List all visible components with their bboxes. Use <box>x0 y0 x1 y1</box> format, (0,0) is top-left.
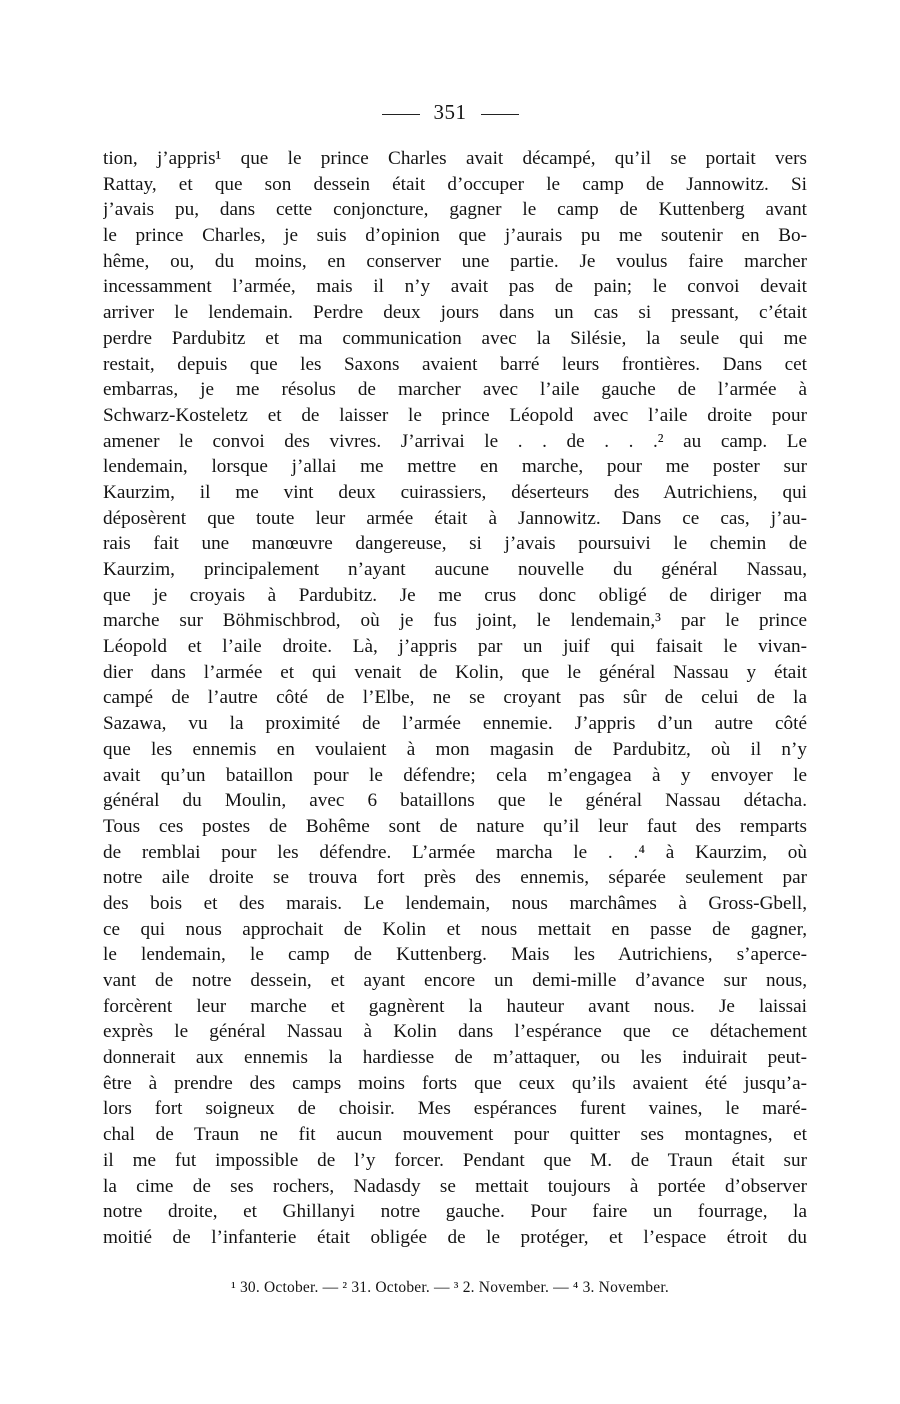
text-line: notre droite, et Ghillanyi notre gauche. Pour faire un fourrage, la <box>103 1201 807 1223</box>
text-line: tion, j’appris¹ que le prince Charles avait décampé, qu’il se portait vers <box>103 148 807 169</box>
text-line: lors fort soigneux de choisir. Mes espérances furent vaines, le maré- <box>103 1098 807 1120</box>
text-line: incessamment l’armée, mais il n’y avait pas de pain; le convoi devait <box>103 276 807 298</box>
text-line: de remblai pour les défendre. L’armée marcha le . .⁴ à Kaurzim, où <box>103 841 807 863</box>
text-line: le prince Charles, je suis d’opinion que j’aurais pu me soutenir en Bo- <box>103 225 807 247</box>
text-line: avait qu’un bataillon pour le défendre; cela m’engagea à y envoyer le <box>103 764 807 786</box>
text-line: des bois et des marais. Le lendemain, nous marchâmes à Gross-Gbell, <box>103 892 807 914</box>
text-line: Tous ces postes de Bohême sont de nature qu’il leur faut des remparts <box>103 815 807 837</box>
page-number-header <box>0 100 900 125</box>
text-line: que je croyais à Pardubitz. Je me crus donc obligé de diriger ma <box>103 584 807 606</box>
text-line: donnerait aux ennemis la hardiesse de m’attaquer, ou les induirait peut- <box>103 1047 807 1069</box>
text-line: déposèrent que toute leur armée était à Jannowitz. Dans ce cas, j’au- <box>103 507 807 529</box>
text-line: notre aile droite se trouva fort près des ennemis, séparée seulement par <box>103 867 807 889</box>
text-line: le lendemain, le camp de Kuttenberg. Mais les Autrichiens, s’aperce- <box>103 944 807 966</box>
text-line: général du Moulin, avec 6 bataillons que le général Nassau détacha. <box>103 790 807 812</box>
text-line: moitié de l’infanterie était obligée de le protéger, et l’espace étroit du <box>103 1226 807 1248</box>
text-line: Sazawa, vu la proximité de l’armée ennemie. J’appris d’un autre côté <box>103 713 807 735</box>
text-line: chal de Traun ne fit aucun mouvement pour quitter ses montagnes, et <box>103 1124 807 1146</box>
text-line: forcèrent leur marche et gagnèrent la hauteur avant nous. Je laissai <box>103 995 807 1017</box>
text-line: restait, depuis que les Saxons avaient barré leurs frontières. Dans cet <box>103 353 807 375</box>
text-line: Léopold et l’aile droite. Là, j’appris par un juif qui faisait le vivan- <box>103 636 807 658</box>
text-line: lendemain, lorsque j’allai me mettre en marche, pour me poster sur <box>103 456 807 478</box>
text-line: rais fait une manœuvre dangereuse, si j’avais poursuivi le chemin de <box>103 533 807 555</box>
text-line: exprès le général Nassau à Kolin dans l’espérance que ce détachement <box>103 1021 807 1043</box>
text-line: ce qui nous approchait de Kolin et nous mettait en passe de gagner, <box>103 918 807 940</box>
text-line: marche sur Böhmischbrod, où je fus joint, le lendemain,³ par le prince <box>103 610 807 632</box>
right-dash <box>481 114 519 115</box>
footnotes: ¹ 30. October. — ² 31. October. — ³ 2. November. — ⁴ 3. November. <box>231 1279 669 1296</box>
page-number: 351 <box>433 100 467 124</box>
text-line: j’avais pu, dans cette conjoncture, gagner le camp de Kuttenberg avant <box>103 199 807 221</box>
text-line: embarras, je me résolus de marcher avec l’aile gauche de l’armée à <box>103 379 807 401</box>
text-line: Rattay, et que son dessein était d’occuper le camp de Jannowitz. Si <box>103 173 807 195</box>
text-line: que les ennemis en voulaient à mon magasin de Pardubitz, où il n’y <box>103 738 807 760</box>
body-text <box>103 146 807 1251</box>
left-dash <box>382 114 420 115</box>
text-line: Kaurzim, principalement n’ayant aucune nouvelle du général Nassau, <box>103 559 807 580</box>
text-line: être à prendre des camps moins forts que ceux qu’ils avaient été jusqu’a- <box>103 1072 807 1094</box>
text-line: vant de notre dessein, et ayant encore un demi-mille d’avance sur nous, <box>103 970 807 991</box>
text-line: dier dans l’armée et qui venait de Kolin, que le général Nassau y était <box>103 661 807 683</box>
text-line: hême, ou, du moins, en conserver une partie. Je voulus faire marcher <box>103 250 807 272</box>
text-line: perdre Pardubitz et ma communication avec la Silésie, la seule qui me <box>103 327 807 349</box>
text-line: amener le convoi des vivres. J’arrivai le . . de . . .² au camp. Le <box>103 430 807 452</box>
text-line: campé de l’autre côté de l’Elbe, ne se croyant pas sûr de celui de la <box>103 687 807 709</box>
text-line: Kaurzim, il me vint deux cuirassiers, déserteurs des Autrichiens, qui <box>103 481 807 503</box>
text-line: arriver le lendemain. Perdre deux jours dans un cas si pressant, c’était <box>103 302 807 324</box>
text-line: la cime de ses rochers, Nadasdy se mettait toujours à portée d’observer <box>103 1175 807 1197</box>
text-line: il me fut impossible de l’y forcer. Pendant que M. de Traun était sur <box>103 1149 807 1171</box>
text-line: Schwarz-Kosteletz et de laisser le prince Léopold avec l’aile droite pour <box>103 404 807 426</box>
